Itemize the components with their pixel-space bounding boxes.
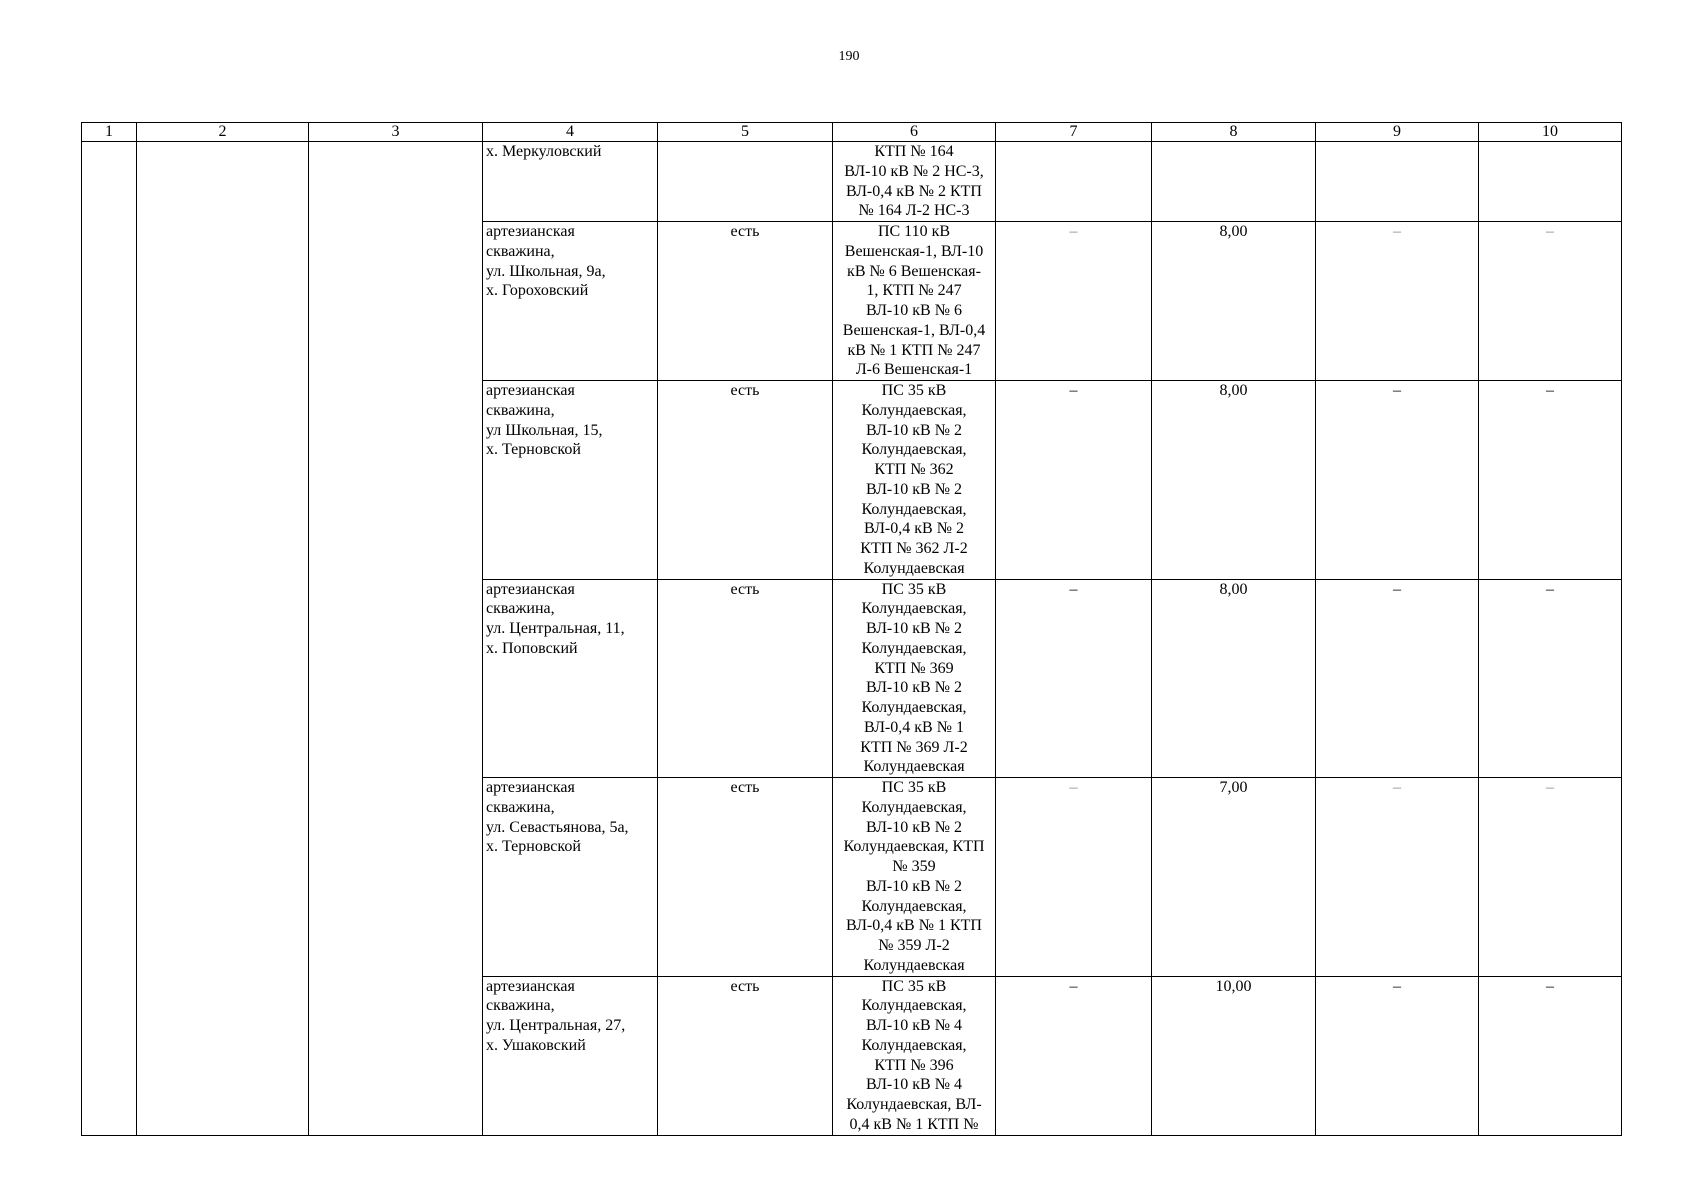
power-source-line: ВЛ-0,4 кВ № 2 КТП: [846, 182, 982, 200]
power-source-line: Колундаевская,: [861, 1036, 967, 1054]
power-source-line: Колундаевская,: [861, 798, 967, 816]
page-number: 190: [838, 49, 860, 64]
column-7-cell: –: [996, 222, 1152, 381]
availability-cell: есть: [658, 222, 833, 381]
power-source-line: ВЛ-10 кВ № 2: [866, 620, 962, 637]
power-source-line: ПС 35 кВ: [881, 779, 947, 796]
location-cell: х. Меркуловский: [483, 142, 658, 222]
power-source-line: ВЛ-10 кВ № 2: [866, 480, 962, 498]
location-line: скважина,: [486, 600, 555, 618]
power-source-cell: [833, 976, 996, 1135]
availability-cell: [658, 142, 833, 222]
location-line: ул. Школьная, 9а,: [486, 262, 606, 280]
power-source-line: Колундаевская,: [861, 897, 967, 915]
power-source-line: ВЛ-10 кВ № 6: [866, 302, 962, 319]
column-8-cell: 8,00: [1152, 579, 1316, 778]
power-source-line: Вешенская-1, ВЛ-10: [844, 242, 984, 260]
location-line: артезианская: [486, 977, 575, 995]
location-line: ул Школьная, 15,: [486, 421, 603, 439]
location-line: артезианская: [486, 223, 575, 240]
column-10-cell: [1479, 142, 1622, 222]
location-line: ул. Центральная, 11,: [486, 620, 625, 637]
location-line: скважина,: [486, 798, 555, 816]
column-number: 10: [1479, 123, 1622, 142]
column-9-cell: –: [1316, 222, 1479, 381]
column-10-cell: –: [1479, 976, 1622, 1135]
power-source-line: Колундаевская, КТП: [843, 838, 985, 856]
power-source-line: Колундаевская,: [861, 639, 967, 657]
column-9-cell: –: [1316, 778, 1479, 977]
column-8-cell: 7,00: [1152, 778, 1316, 977]
power-source-line: КТП № 396: [874, 1056, 954, 1074]
power-source-line: ВЛ-10 кВ № 2: [866, 818, 962, 836]
column-8-cell: [1152, 142, 1316, 222]
power-source-line: ПС 110 кВ: [877, 223, 951, 240]
column-8-cell: 10,00: [1152, 976, 1316, 1135]
location-line: скважина,: [486, 997, 555, 1015]
column-3-cell: [309, 142, 483, 1136]
power-source-line: КТП № 369: [874, 659, 954, 677]
power-source-line: ВЛ-10 кВ № 4: [866, 1017, 962, 1034]
column-9-cell: –: [1316, 976, 1479, 1135]
column-number: 4: [483, 123, 658, 142]
location-line: артезианская: [486, 779, 575, 796]
power-source-line: ВЛ-10 кВ № 2: [866, 877, 962, 895]
availability-cell: есть: [658, 579, 833, 778]
column-10-cell: –: [1479, 579, 1622, 778]
location-line: ул. Севастьянова, 5а,: [486, 818, 629, 836]
column-number: 2: [137, 123, 309, 142]
power-source-line: ВЛ-10 кВ № 2: [866, 679, 962, 697]
power-source-line: Колундаевская: [863, 956, 965, 974]
location-line: артезианская: [486, 580, 575, 598]
location-line: скважина,: [486, 242, 555, 260]
location-cell: [483, 381, 658, 580]
power-source-line: Колундаевская: [863, 758, 965, 776]
column-7-cell: –: [996, 976, 1152, 1135]
power-source-line: КТП № 369 Л-2: [860, 738, 968, 756]
column-10-cell: –: [1479, 778, 1622, 977]
location-line: х. Терновской: [486, 441, 581, 459]
column-number: 1: [82, 123, 137, 142]
power-source-line: № 359 Л-2: [878, 937, 950, 954]
availability-cell: есть: [658, 778, 833, 977]
power-source-cell: [833, 222, 996, 381]
column-number: 6: [833, 123, 996, 142]
location-line: х. Поповский: [486, 639, 578, 657]
location-line: х. Гороховский: [486, 282, 589, 300]
column-number: 3: [309, 123, 483, 142]
column-10-cell: –: [1479, 222, 1622, 381]
power-source-line: Колундаевская,: [861, 441, 967, 459]
power-source-line: Колундаевская,: [861, 401, 967, 419]
power-source-line: Колундаевская,: [861, 600, 967, 618]
table-row: [82, 142, 1622, 222]
power-source-line: КТП № 362: [874, 461, 954, 478]
column-8-cell: 8,00: [1152, 222, 1316, 381]
power-source-line: кВ № 1 КТП № 247: [847, 341, 981, 359]
location-cell: [483, 222, 658, 381]
column-8-cell: 8,00: [1152, 381, 1316, 580]
column-9-cell: [1316, 142, 1479, 222]
power-source-line: ПС 35 кВ: [881, 580, 947, 598]
power-source-line: ВЛ-10 кВ № 4: [866, 1076, 962, 1094]
location-cell: [483, 976, 658, 1135]
power-source-cell: [833, 381, 996, 580]
location-line: х. Ушаковский: [486, 1036, 586, 1054]
power-source-line: ПС 35 кВ: [881, 382, 947, 399]
power-source-cell: [833, 142, 996, 222]
column-9-cell: –: [1316, 579, 1479, 778]
data-table: [81, 122, 1622, 1136]
power-source-line: ВЛ-0,4 кВ № 1 КТП: [846, 917, 982, 935]
power-source-cell: [833, 579, 996, 778]
column-number-row: [82, 123, 1622, 142]
column-1-cell: [82, 142, 137, 1136]
column-number: 7: [996, 123, 1152, 142]
power-source-line: Колундаевская, ВЛ-: [846, 1096, 982, 1113]
availability-cell: есть: [658, 381, 833, 580]
location-cell: [483, 579, 658, 778]
column-7-cell: [996, 142, 1152, 222]
location-line: скважина,: [486, 401, 555, 419]
column-10-cell: –: [1479, 381, 1622, 580]
availability-cell: есть: [658, 976, 833, 1135]
power-source-line: КТП № 164: [874, 143, 954, 160]
power-source-line: Л-6 Вешенская-1: [855, 361, 973, 379]
power-source-line: Вешенская-1, ВЛ-0,4: [842, 321, 986, 339]
power-source-line: ВЛ-10 кВ № 2: [866, 421, 962, 439]
column-number: 5: [658, 123, 833, 142]
power-source-line: ВЛ-0,4 кВ № 1: [864, 718, 964, 736]
power-source-cell: [833, 778, 996, 977]
power-source-line: ВЛ-0,4 кВ № 2: [864, 520, 964, 538]
column-7-cell: –: [996, 381, 1152, 580]
column-number: 8: [1152, 123, 1316, 142]
power-source-line: кВ № 6 Вешенская-: [847, 262, 981, 280]
power-source-line: ВЛ-10 кВ № 2 НС-3,: [844, 162, 984, 180]
location-line: ул. Центральная, 27,: [486, 1017, 626, 1034]
column-9-cell: –: [1316, 381, 1479, 580]
column-2-cell: [137, 142, 309, 1136]
power-source-line: № 359: [892, 858, 936, 875]
location-line: артезианская: [486, 382, 575, 399]
power-source-line: Колундаевская,: [861, 997, 967, 1015]
power-source-line: Колундаевская,: [861, 699, 967, 716]
power-source-line: КТП № 362 Л-2: [860, 540, 968, 557]
column-7-cell: –: [996, 579, 1152, 778]
power-source-line: 1, КТП № 247: [866, 282, 962, 300]
column-number: 9: [1316, 123, 1479, 142]
column-7-cell: –: [996, 778, 1152, 977]
power-source-line: Колундаевская,: [861, 500, 967, 518]
power-source-line: Колундаевская: [863, 559, 965, 577]
power-source-line: ПС 35 кВ: [881, 977, 947, 995]
location-cell: [483, 778, 658, 977]
power-source-line: № 164 Л-2 НС-3: [858, 202, 970, 220]
location-line: х. Терновской: [486, 838, 581, 856]
power-source-line: 0,4 кВ № 1 КТП №: [849, 1115, 979, 1133]
